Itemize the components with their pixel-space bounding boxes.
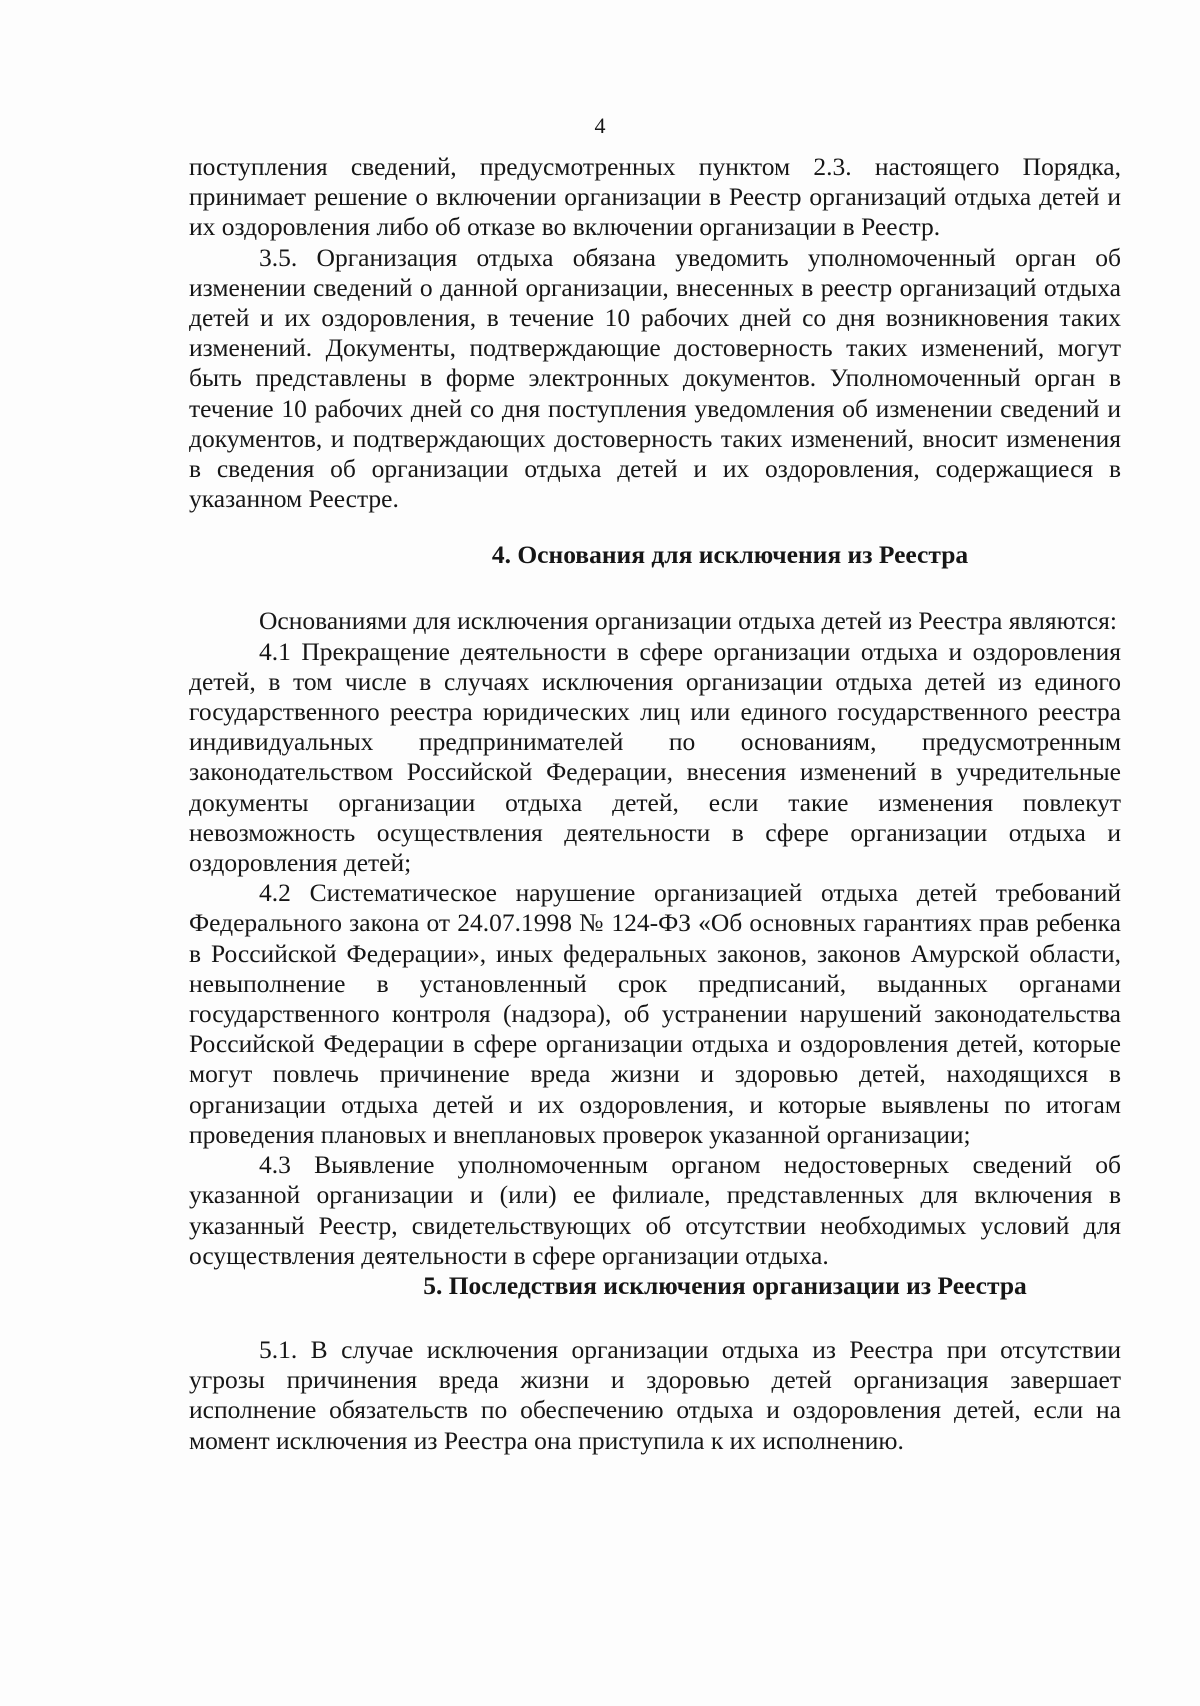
page-number: 4 <box>594 113 606 138</box>
section-4-intro: Основаниями для исключения организации отдыха детей из Реестра являются: <box>259 606 1117 636</box>
section-4-heading: 4. Основания для исключения из Реестра <box>491 540 969 570</box>
item-5-1: 5.1. В случае исключения организации отдыха из Реестра при отсутствии угрозы причинения вреда жизни и здоровью детей организация завершает исполнение обязательств по обеспечению отдыха и оздоровления детей, если на момент исключения из Реестра она приступила к их исполнению. <box>189 1334 1121 1455</box>
paragraph-3-5: 3.5. Организация отдыха обязана уведомить уполномоченный орган об изменении сведений о данной организации, внесенных в реестр организаций отдыха детей и их оздоровления, в течение 10 рабочих дней со дня возникновения таких изменений. Документы, подтверждающие достоверность таких изменений, могут быть представлены в форме электронных документов. Уполномоченный орган в течение 10 рабочих дней со дня поступления уведомления об изменении сведений и документов, и подтверждающих достоверность таких изменений, вносит изменения в сведения об организации отдыха детей и их оздоровления, содержащиеся в указанном Реестре. <box>189 242 1121 514</box>
item-4-2: 4.2 Систематическое нарушение организацией отдыха детей требований Федерального закона от 24.07.1998 № 124-ФЗ «Об основных гарантиях прав ребенка в Российской Федерации», иных федеральных законов, законов Амурской области, невыполнение в установленный срок предписаний, выданных органами государственного контроля (надзора), об устранении нарушений законодательства Российской Федерации в сфере организации отдыха и оздоровления детей, которые могут повлечь причинение вреда жизни и здоровью детей, находящихся в организации отдыха детей и их оздоровления, и которые выявлены по итогам проведения плановых и внеплановых проверок указанной организации; <box>189 878 1121 1149</box>
section-5-heading: 5. Последствия исключения организации из Реестра <box>423 1270 1027 1300</box>
item-4-3: 4.3 Выявление уполномоченным органом недостоверных сведений об указанной организации и (или) ее филиале, представленных для включения в указанный Реестр, свидетельствующих об отсутствии необходимых условий для осуществления деятельности в сфере организации отдыха. <box>189 1150 1121 1270</box>
document-body <box>189 152 1121 1456</box>
paragraph-continuation: поступления сведений, предусмотренных пунктом 2.3. настоящего Порядка, принимает решение о включении организации в Реестр организаций отдыха детей и их оздоровления либо об отказе во включении организации в Реестр. <box>189 152 1121 242</box>
item-4-1: 4.1 Прекращение деятельности в сфере организации отдыха и оздоровления детей, в том числе в случаях исключения организации отдыха детей из единого государственного реестра юридических лиц или единого государственного реестра индивидуальных предпринимателей по основаниям, предусмотренным законодательством Российской Федерации, внесения изменений в учредительные документы организации отдыха детей, если такие изменения повлекут невозможность осуществления деятельности в сфере организации отдыха и оздоровления детей; <box>189 636 1121 878</box>
